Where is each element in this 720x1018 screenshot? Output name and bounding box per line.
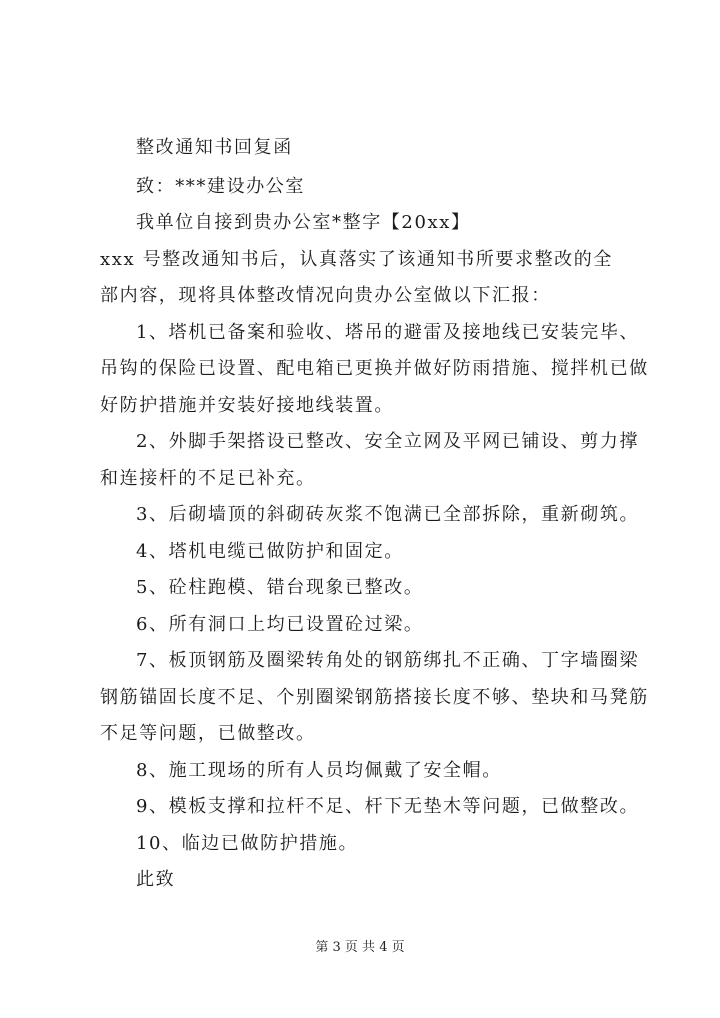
item-line: 9、模板支撑和拉杆不足、杆下无垫木等问题，已做整改。: [136, 796, 640, 817]
item-line: 不足等问题，已做整改。: [100, 723, 316, 744]
item-line: 6、所有洞口上均已设置砼过梁。: [136, 614, 424, 635]
item-line: 8、施工现场的所有人员均佩戴了安全帽。: [136, 760, 502, 781]
intro-line: 我单位自接到贵办公室*整字【20xx】: [136, 212, 471, 233]
item-line: 3、后砌墙顶的斜砌砖灰浆不饱满已全部拆除，重新砌筑。: [136, 504, 640, 525]
item-line: 5、砼柱跑模、错台现象已整改。: [136, 577, 424, 598]
item-line: 2、外脚手架搭设已整改、安全立网及平网已铺设、剪力撑: [136, 431, 640, 452]
item-line: 10、临边已做防护措施。: [136, 833, 359, 854]
item-line: 好防护措施并安装好接地线装置。: [100, 395, 394, 416]
item-line: 和连接杆的不足已补充。: [100, 468, 316, 489]
item-line: 7、板顶钢筋及圈梁转角处的钢筋绑扎不正确、丁字墙圈梁: [136, 650, 640, 671]
page-indicator: 第 3 页 共 4 页: [315, 940, 405, 955]
closing: 此致: [136, 869, 176, 890]
intro-line: 部内容，现将具体整改情况向贵办公室做以下汇报：: [100, 285, 551, 306]
intro-line: xxx 号整改通知书后，认真落实了该通知书所要求整改的全: [100, 249, 613, 270]
item-line: 钢筋锚固长度不足、个别圈梁钢筋搭接长度不够、垫块和马凳筋: [100, 687, 649, 708]
salutation: 致：***建设办公室: [136, 176, 305, 197]
document-title: 整改通知书回复函: [136, 137, 293, 158]
item-line: 吊钩的保险已设置、配电箱已更换并做好防雨措施、搅拌机已做: [100, 358, 649, 379]
item-line: 4、塔机电缆已做防护和固定。: [136, 541, 404, 562]
item-line: 1、塔机已备案和验收、塔吊的避雷及接地线已安装完毕、: [136, 322, 640, 343]
